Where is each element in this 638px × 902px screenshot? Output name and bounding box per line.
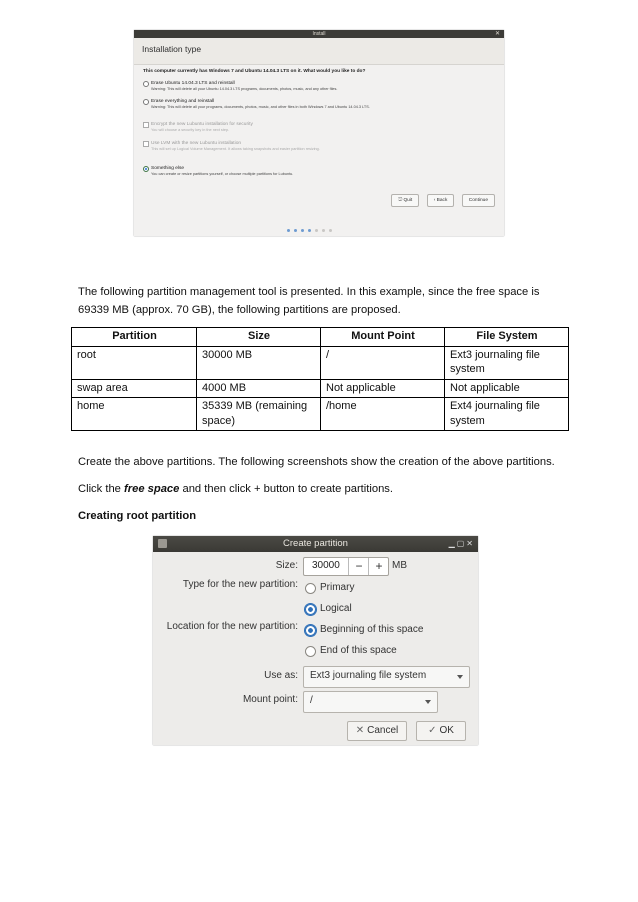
table-cell: home (72, 398, 197, 431)
option-label: Something else (151, 166, 185, 171)
table-cell: Ext4 journaling file system (445, 398, 569, 431)
radio-icon[interactable] (305, 583, 316, 594)
table-header-row (72, 328, 569, 347)
radio-primary[interactable] (320, 582, 354, 593)
installer-window-title: Install (312, 31, 326, 37)
chevron-down-icon[interactable] (425, 700, 431, 704)
option-lvm[interactable] (151, 141, 320, 151)
intro-paragraph: The following partition management tool is presented. In this example, since the free space is 69339 MB (approx. 70 GB), the following partitions are proposed. (78, 286, 540, 316)
close-icon[interactable]: ✕ (466, 539, 475, 548)
section-heading: Creating root partition (78, 510, 197, 522)
option-note: Warning: This will delete all your Ubuntu 14.04.3 LTS programs, documents, photos, music, and any other files. (151, 87, 338, 91)
mount-point-combobox[interactable] (303, 691, 438, 713)
installer-question: This computer currently has Windows 7 and Ubuntu 14.04.3 LTS on it. What would you like to do? (143, 69, 366, 74)
progress-dot (315, 229, 318, 232)
progress-dot (329, 229, 332, 232)
checkbox-icon[interactable] (143, 122, 149, 128)
size-stepper[interactable] (303, 557, 389, 576)
radio-icon[interactable] (305, 646, 316, 657)
minus-button[interactable]: − (348, 558, 369, 575)
table-cell: 4000 MB (197, 379, 321, 398)
progress-dot (322, 229, 325, 232)
installer-screenshot (134, 30, 504, 236)
table-row (72, 398, 569, 431)
radio-end-label: End of this space (320, 645, 397, 656)
option-encrypt[interactable] (151, 122, 253, 132)
free-space-emphasis: free space (124, 483, 180, 495)
continue-button[interactable] (462, 194, 495, 207)
radio-logical-label: Logical (320, 603, 352, 614)
option-label: Erase everything and reinstall (151, 99, 215, 104)
progress-dots (287, 219, 336, 236)
radio-selected-icon[interactable] (305, 625, 316, 636)
quit-button[interactable] (391, 194, 419, 207)
ok-label: OK (439, 725, 454, 736)
option-note: This will set up Logical Volume Management. It allows taking snapshots and easier partition resizing. (151, 147, 320, 151)
cancel-label: Cancel (367, 725, 399, 736)
installer-header (134, 38, 504, 65)
radio-icon[interactable] (143, 99, 149, 105)
minimize-icon[interactable]: ▁ (448, 539, 457, 548)
radio-primary-label: Primary (320, 582, 355, 593)
option-note: You can create or resize partitions yourself, or choose multiple partitions for Lubuntu. (151, 172, 294, 176)
table-cell: swap area (72, 379, 197, 398)
window-controls (449, 539, 475, 548)
create-paragraph: Create the above partitions. The following screenshots show the creation of the above partitions. (78, 456, 555, 468)
table-row (72, 346, 569, 379)
continue-label: Continue (468, 198, 488, 203)
plus-button[interactable]: + (368, 558, 389, 575)
option-label: Erase Ubuntu 14.04.3 LTS and reinstall (151, 81, 235, 86)
installer-buttons (388, 188, 495, 207)
installer-body (134, 65, 504, 236)
checkbox-icon[interactable] (143, 141, 149, 147)
table-cell: Ext3 journaling file system (445, 346, 569, 379)
size-input[interactable]: 30000 (312, 560, 340, 571)
radio-logical[interactable] (320, 603, 352, 614)
column-header: File System (445, 328, 569, 347)
back-label: Back (436, 198, 448, 203)
size-unit: MB (392, 560, 407, 571)
option-note: Warning: This will delete all your programs, documents, photos, music, and other files in both Windows 7 and Ubuntu 14.04.3 LTS. (151, 105, 370, 109)
progress-dot (287, 229, 290, 232)
close-icon: ✕ (355, 725, 365, 736)
option-erase-ubuntu[interactable] (151, 81, 338, 91)
partition-type-label: Type for the new partition: (182, 579, 298, 590)
use-as-value: Ext3 journaling file system (310, 670, 427, 681)
table-row (72, 379, 569, 398)
table-cell: 30000 MB (197, 346, 321, 379)
radio-selected-icon[interactable] (305, 604, 316, 615)
dialog-titlebar (153, 536, 478, 552)
quit-label: Quit (403, 198, 413, 203)
option-erase-everything[interactable] (151, 99, 370, 109)
partition-table (71, 327, 569, 431)
column-header: Partition (72, 328, 197, 347)
installer-heading: Installation type (142, 44, 202, 54)
radio-selected-icon[interactable] (143, 166, 149, 172)
progress-dot (301, 229, 304, 232)
table-cell: / (321, 346, 445, 379)
table-cell: Not applicable (445, 379, 569, 398)
option-label: Use LVM with the new Lubuntu installation (151, 141, 242, 146)
click-text-pre: Click the (78, 483, 125, 495)
location-label: Location for the new partition: (166, 621, 298, 632)
table-cell: /home (321, 398, 445, 431)
option-label: Encrypt the new Lubuntu installation for security (151, 122, 253, 127)
click-paragraph (78, 480, 578, 498)
mount-point-value[interactable]: / (310, 695, 313, 706)
radio-end[interactable] (320, 645, 397, 656)
quit-icon: ⎋ (398, 198, 403, 203)
use-as-label: Use as: (264, 670, 298, 681)
size-label: Size: (275, 560, 298, 571)
table-cell: 35339 MB (remaining space) (197, 398, 321, 431)
back-button[interactable] (427, 194, 455, 207)
radio-beginning-label: Beginning of this space (320, 624, 424, 635)
chevron-down-icon (457, 675, 463, 679)
cancel-button[interactable] (347, 721, 407, 741)
mount-point-label: Mount point: (242, 694, 298, 705)
ok-button[interactable] (416, 721, 466, 741)
table-cell: Not applicable (321, 379, 445, 398)
option-note: You will choose a security key in the next step. (151, 128, 230, 132)
radio-icon[interactable] (143, 81, 149, 87)
installer-titlebar (134, 30, 504, 38)
progress-dot (308, 229, 311, 232)
click-text-post: and then click + button to create partitions. (179, 483, 393, 495)
column-header: Mount Point (321, 328, 445, 347)
close-icon[interactable]: ✕ (494, 31, 500, 37)
column-header: Size (197, 328, 321, 347)
radio-beginning[interactable] (320, 624, 423, 635)
maximize-icon[interactable]: ▢ (456, 539, 467, 548)
dialog-title: Create partition (283, 538, 348, 549)
option-something-else[interactable] (151, 166, 293, 176)
progress-dot (294, 229, 297, 232)
create-partition-dialog (153, 536, 478, 745)
table-cell: root (72, 346, 197, 379)
chevron-left-icon: ‹ (433, 198, 436, 203)
use-as-dropdown[interactable] (303, 666, 470, 688)
check-icon: ✓ (428, 725, 437, 736)
